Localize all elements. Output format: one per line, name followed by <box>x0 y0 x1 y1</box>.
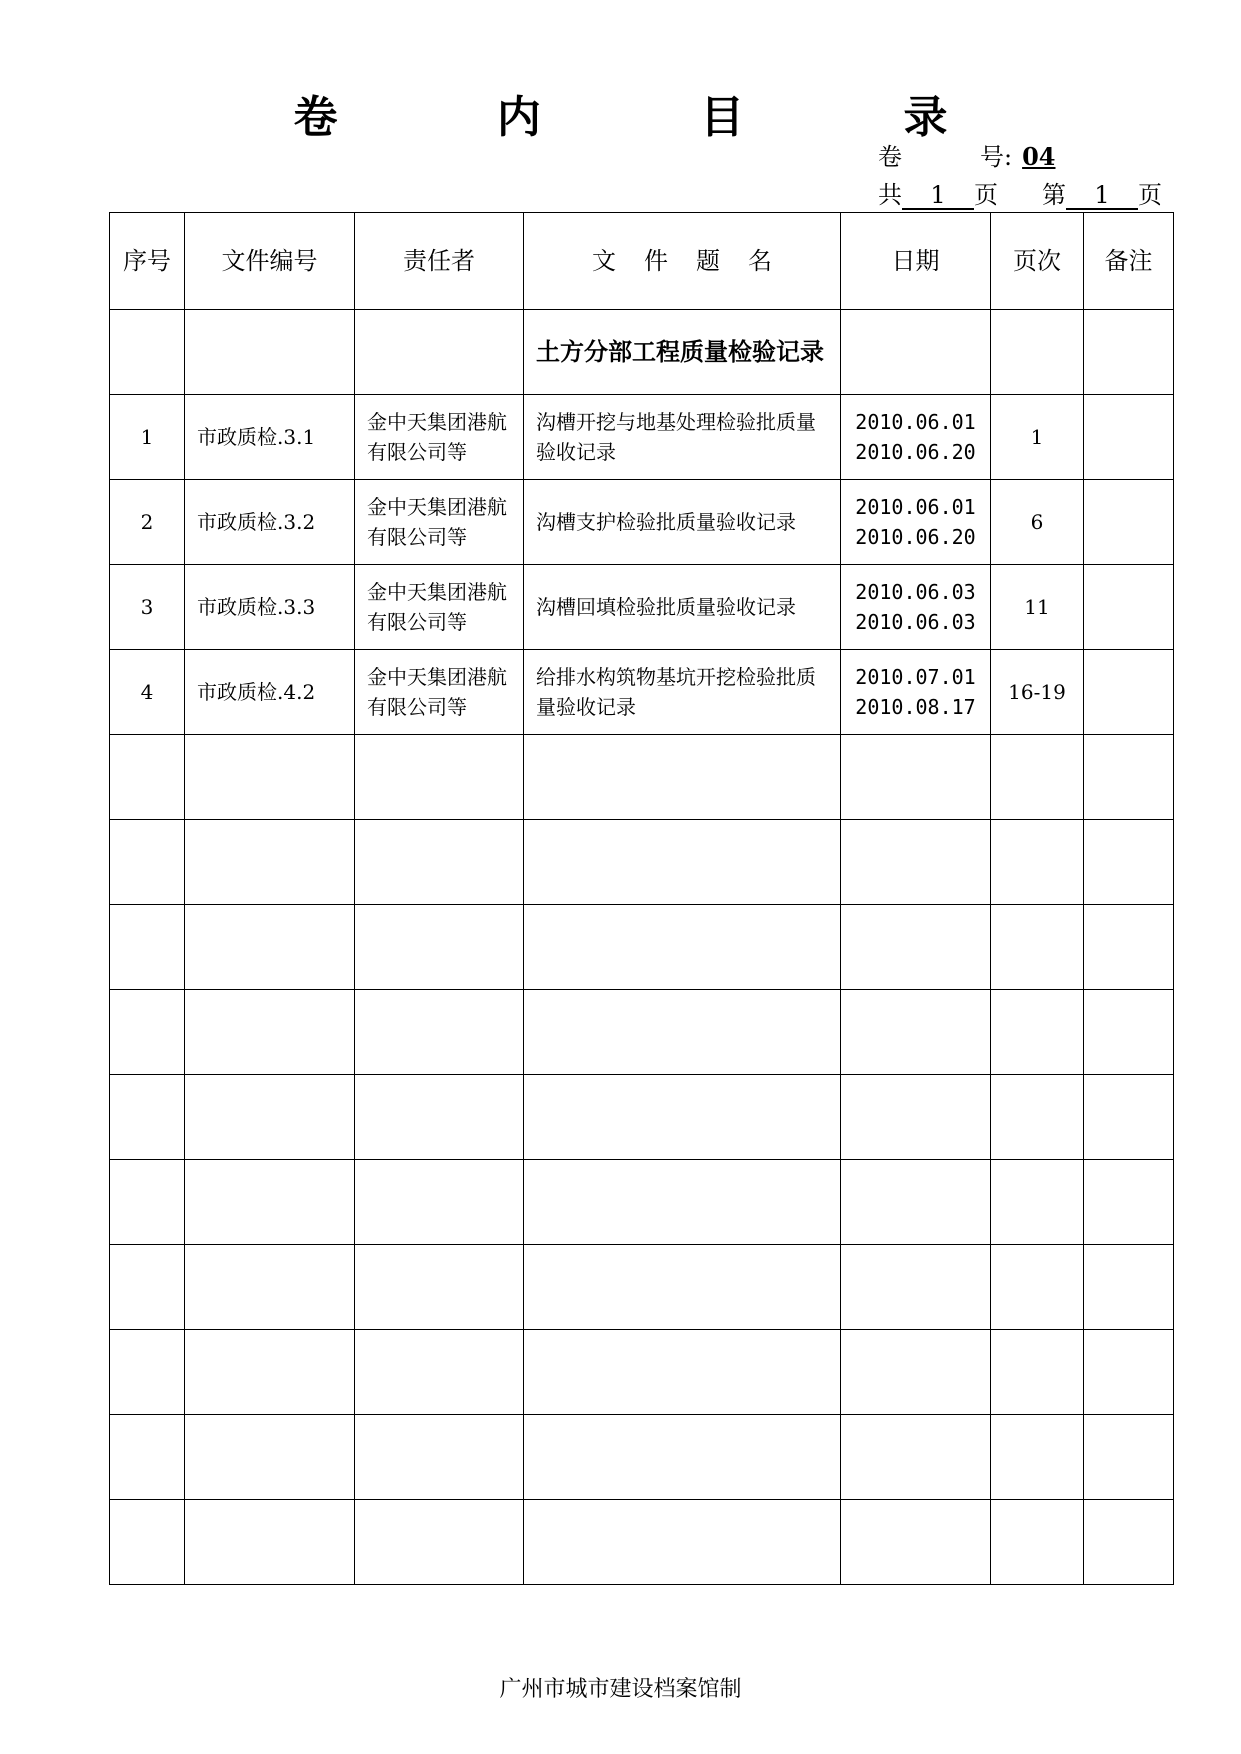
page-count-line <box>878 178 1162 212</box>
row-doc-title: 沟槽支护检验批质量验收记录 <box>524 480 841 565</box>
row-date <box>841 480 991 565</box>
section-row <box>110 310 1174 395</box>
page-unit: 页 <box>974 181 998 209</box>
row-page: 11 <box>991 565 1084 650</box>
empty-row <box>110 735 1174 820</box>
row-note <box>1084 480 1174 565</box>
footer-issuer: 广州市城市建设档案馆制 <box>499 1677 742 1702</box>
row-doc-title: 沟槽回填检验批质量验收记录 <box>524 565 841 650</box>
page-title: 卷 内 目 录 <box>293 92 1020 143</box>
catalog-table <box>109 212 1174 1585</box>
current-page: 1 <box>1066 182 1138 210</box>
header-note: 备注 <box>1084 213 1174 310</box>
row-page: 1 <box>991 395 1084 480</box>
section-title: 土方分部工程质量检验记录 <box>524 310 841 395</box>
volume-label-a: 卷 <box>878 143 902 171</box>
row-date-start: 2010.06.01 <box>855 410 976 434</box>
current-prefix: 第 <box>1042 181 1066 209</box>
row-seq: 2 <box>110 480 185 565</box>
empty-row <box>110 905 1174 990</box>
header-doc-title: 文件题名 <box>524 213 841 310</box>
header-code: 文件编号 <box>185 213 355 310</box>
total-pages: 1 <box>902 182 974 210</box>
page-suffix: 页 <box>1138 181 1162 209</box>
row-code: 市政质检.4.2 <box>185 650 355 735</box>
row-note <box>1084 650 1174 735</box>
empty-row <box>110 1160 1174 1245</box>
row-page: 6 <box>991 480 1084 565</box>
row-code: 市政质检.3.3 <box>185 565 355 650</box>
header-page: 页次 <box>991 213 1084 310</box>
empty-row <box>110 1330 1174 1415</box>
volume-number-line <box>878 140 1056 174</box>
row-code: 市政质检.3.1 <box>185 395 355 480</box>
row-seq: 1 <box>110 395 185 480</box>
table-row <box>110 480 1174 565</box>
row-date-end: 2010.08.17 <box>855 695 976 719</box>
row-seq: 3 <box>110 565 185 650</box>
total-prefix: 共 <box>878 181 902 209</box>
row-doc-title: 沟槽开挖与地基处理检验批质量验收记录 <box>524 395 841 480</box>
row-date <box>841 395 991 480</box>
row-author: 金中天集团港航有限公司等 <box>355 565 524 650</box>
row-author: 金中天集团港航有限公司等 <box>355 650 524 735</box>
row-code: 市政质检.3.2 <box>185 480 355 565</box>
row-doc-title: 给排水构筑物基坑开挖检验批质量验收记录 <box>524 650 841 735</box>
row-note <box>1084 395 1174 480</box>
row-author: 金中天集团港航有限公司等 <box>355 480 524 565</box>
row-date-start: 2010.06.03 <box>855 580 976 604</box>
row-date-end: 2010.06.20 <box>855 525 976 549</box>
table-row <box>110 565 1174 650</box>
header-seq: 序号 <box>110 213 185 310</box>
table-row <box>110 395 1174 480</box>
header-author: 责任者 <box>355 213 524 310</box>
row-date <box>841 565 991 650</box>
header-date: 日期 <box>841 213 991 310</box>
row-seq: 4 <box>110 650 185 735</box>
empty-row <box>110 1245 1174 1330</box>
row-author: 金中天集团港航有限公司等 <box>355 395 524 480</box>
row-page: 16-19 <box>991 650 1084 735</box>
empty-row <box>110 1415 1174 1500</box>
row-date-end: 2010.06.20 <box>855 440 976 464</box>
empty-row <box>110 820 1174 905</box>
row-date-end: 2010.06.03 <box>855 610 976 634</box>
empty-row <box>110 1075 1174 1160</box>
table-header-row <box>110 213 1174 310</box>
volume-number: 04 <box>1022 142 1056 171</box>
volume-label-b: 号: <box>980 143 1013 171</box>
row-date <box>841 650 991 735</box>
row-date-start: 2010.06.01 <box>855 495 976 519</box>
row-note <box>1084 565 1174 650</box>
table-row <box>110 650 1174 735</box>
empty-row <box>110 990 1174 1075</box>
empty-row <box>110 1500 1174 1585</box>
row-date-start: 2010.07.01 <box>855 665 976 689</box>
